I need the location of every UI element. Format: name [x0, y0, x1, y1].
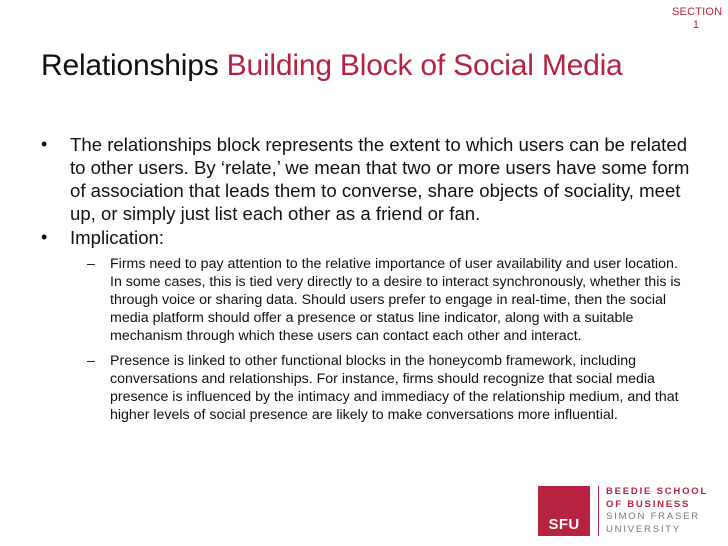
- logo-line-university: UNIVERSITY: [606, 523, 682, 535]
- bullet-item: [41, 226, 691, 424]
- logo-divider: [598, 486, 599, 536]
- sfu-mark: [538, 486, 590, 536]
- logo-line-simon-fraser: SIMON FRASER: [606, 511, 700, 522]
- sfu-beedie-logo: [538, 486, 712, 536]
- logo-line-business: OF BUSINESS: [606, 498, 691, 510]
- sub-bullet-dash: –: [87, 256, 95, 272]
- sfu-mark-text: SFU: [548, 516, 580, 533]
- sub-bullet-item: [78, 352, 691, 424]
- bullet-dot: •: [41, 134, 48, 154]
- sub-bullet-text: Firms need to pay attention to the relative importance of user availability and user location. In some cases, this is tied very directly to a desire to interact synchronously, whether this is through voice or sharing data. Should users prefer to engage in real-time, then the social media platform should offer a presence or status line indicator, along with a suitable mechanism through which these users can contact each other and interact.: [110, 256, 681, 344]
- bullet-list: [41, 133, 691, 431]
- logo-line-beedie: BEEDIE SCHOOL: [606, 486, 709, 497]
- slide-title: [41, 49, 623, 83]
- bullet-dot: •: [41, 227, 48, 247]
- title-accent: Building Block of Social Media: [226, 49, 623, 82]
- logo-wordmark: [606, 486, 708, 536]
- section-label: SECTION: [672, 6, 723, 18]
- section-number: 1: [692, 19, 700, 31]
- bullet-text: Implication:: [70, 227, 165, 248]
- sub-bullet-item: [78, 255, 691, 345]
- bullet-text: The relationships block represents the extent to which users can be related to other users. By ‘relate,’ we mean that two or more users have some form of association that leads them to converse, share objects of sociality, meet up, or simply just list each other as a friend or fan.: [70, 134, 690, 224]
- sub-bullet-list: [70, 255, 691, 424]
- sub-bullet-dash: –: [87, 353, 95, 369]
- section-indicator: [672, 6, 723, 32]
- sub-bullet-text: Presence is linked to other functional blocks in the honeycomb framework, including conversations and relationships. For instance, firms should recognize that social media presence is influenced by the intimacy and immediacy of the relationship medium, and that higher levels of social presence are likely to make conversations more influential.: [110, 353, 679, 423]
- bullet-item: [41, 133, 691, 225]
- title-lead: Relationships: [41, 49, 219, 82]
